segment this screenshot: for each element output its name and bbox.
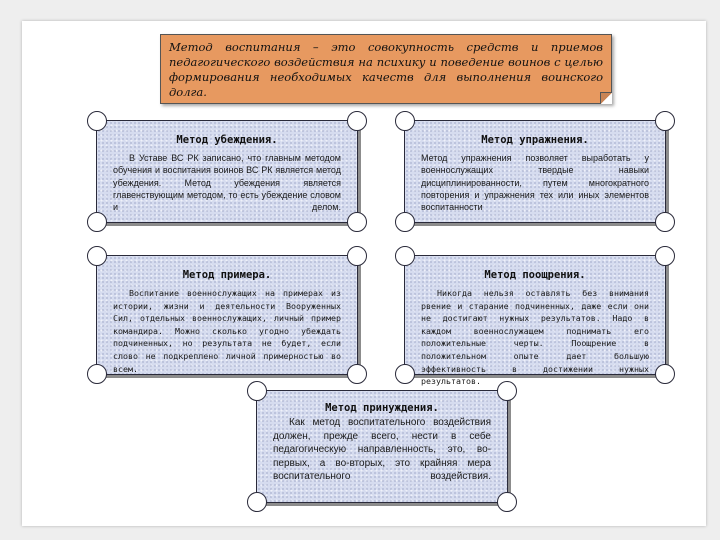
card-title: Метод примера. bbox=[182, 269, 272, 281]
card-title: Метод поощрения. bbox=[484, 269, 586, 281]
card-encouragement-method bbox=[404, 255, 666, 387]
card-text: Воспитание военнослужащих на примерах из истории, жизни и деятельности Вооруженных Сил, отдельных военнослужащих, личный пример командира. Можно сколько угодно убеждать подчиненных, но результата не будет, если слово не подкреплено личной примерностью во всем. bbox=[113, 288, 341, 374]
definition-box bbox=[160, 34, 612, 104]
card-corner bbox=[347, 246, 367, 266]
card-corner bbox=[655, 364, 675, 384]
card-title: Метод убеждения. bbox=[176, 134, 278, 146]
card-title: Метод принуждения. bbox=[325, 402, 439, 414]
card-corner bbox=[497, 381, 517, 401]
card-corner bbox=[87, 212, 107, 232]
card-corner bbox=[247, 492, 267, 512]
card-corner bbox=[87, 246, 107, 266]
card-corner bbox=[395, 212, 415, 232]
card-text: В Уставе ВС РК записано, что главным методом обучения и воспитания воинов ВС РК является метод убеждения. Метод убеждения является главенствующим методом, то есть убеждение словом и делом. bbox=[113, 153, 341, 213]
folded-corner-icon bbox=[600, 92, 612, 104]
card-corner bbox=[655, 212, 675, 232]
card-corner bbox=[247, 381, 267, 401]
card-title: Метод упражнения. bbox=[481, 134, 589, 146]
card-persuasion-method bbox=[96, 120, 358, 223]
card-corner bbox=[655, 246, 675, 266]
card-corner bbox=[87, 111, 107, 131]
card-corner bbox=[395, 111, 415, 131]
card-corner bbox=[347, 212, 367, 232]
card-corner bbox=[497, 492, 517, 512]
card-corner bbox=[347, 111, 367, 131]
card-text: Метод упражнения позволяет выработать у военнослужащих твердые навыки дисциплинированности, путем многократного повторения и упражнения тех или иных элементов воспитанности bbox=[421, 153, 649, 213]
definition-text: Метод воспитания – это совокупность средств и приемов педагогического воздействия на психику и поведение воинов с целью формирования необходимых качеств для выполнения воинского долга. bbox=[169, 40, 603, 99]
card-corner bbox=[87, 364, 107, 384]
card-corner bbox=[655, 111, 675, 131]
card-text: Никогда нельзя оставлять без внимания рвение и старание подчиненных, даже если они не достигают нужных результатов. Надо в каждом военнослужащем поднимать его положительные черты. Поощрение в положительном опыте дает большую эффективность в достижении нужных результатов. bbox=[421, 288, 649, 387]
card-corner bbox=[395, 246, 415, 266]
card-example-method bbox=[96, 255, 358, 375]
card-coercion-method bbox=[256, 390, 508, 503]
card-corner bbox=[347, 364, 367, 384]
card-corner bbox=[395, 364, 415, 384]
card-text: Как метод воспитательного воздействия должен, прежде всего, нести в себе педагогическую направленность, это, во-первых, а во-вторых, это крайняя мера воспитательного воздействия. bbox=[273, 417, 491, 483]
card-exercise-method bbox=[404, 120, 666, 223]
